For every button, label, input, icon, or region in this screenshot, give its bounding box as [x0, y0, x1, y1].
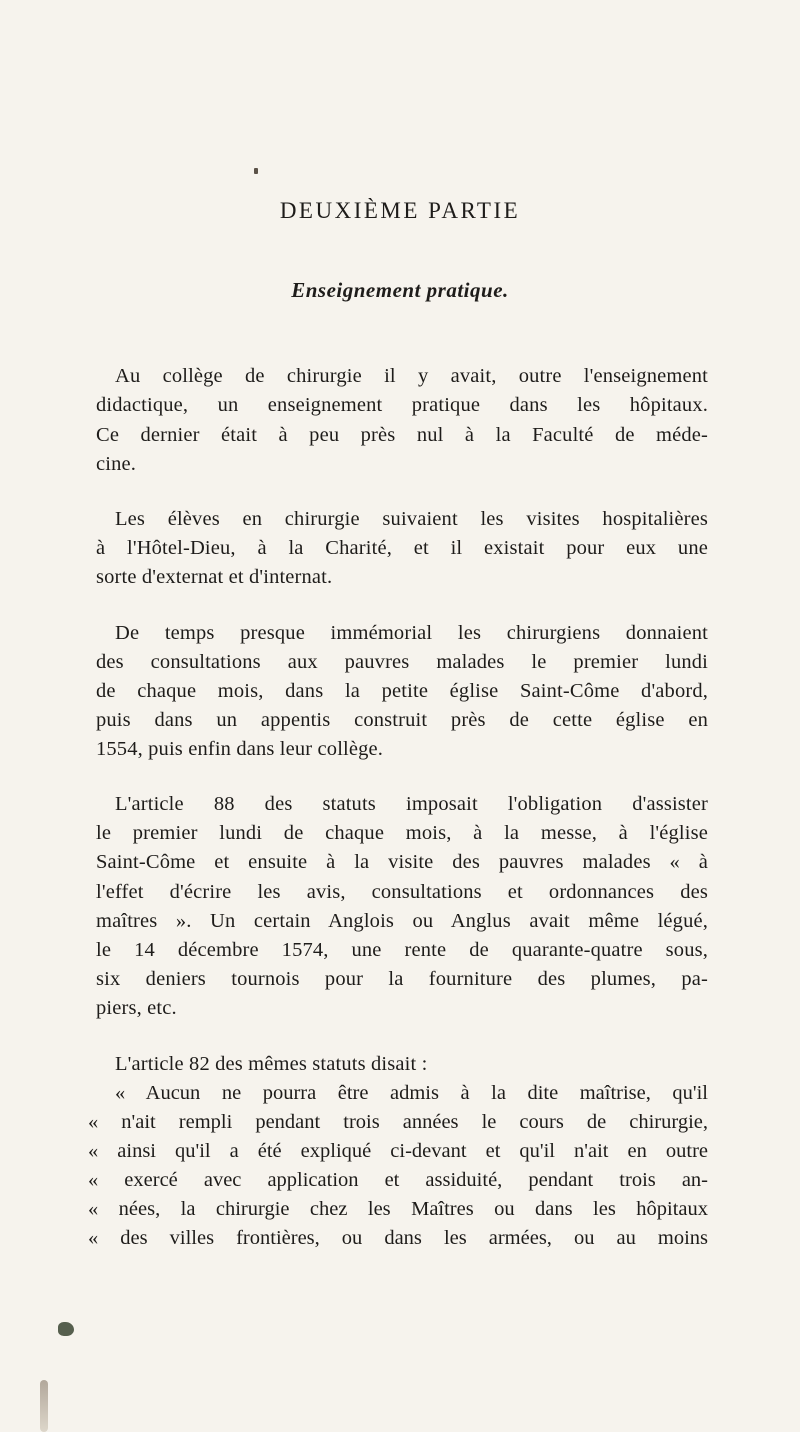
margin-stain — [40, 1380, 48, 1432]
text-line: De temps presque immémorial les chirurgiens donnaient — [115, 622, 708, 644]
text-line: 1554, puis enfin dans leur collège. — [96, 738, 384, 760]
text-line: didactique, un enseignement pratique dans les hôpitaux. — [96, 394, 708, 416]
quote-line: « nées, la chirurgie chez les Maîtres ou dans les hôpitaux — [88, 1198, 708, 1220]
text-line: l'effet d'écrire les avis, consultations et ordonnances des — [96, 881, 708, 903]
quote-line: « exercé avec application et assiduité, pendant trois an- — [88, 1169, 708, 1191]
section-heading: DEUXIÈME PARTIE — [279, 198, 521, 223]
text-line: cine. — [96, 453, 137, 475]
text-line: Les élèves en chirurgie suivaient les visites hospitalières — [115, 508, 708, 530]
text-line: puis dans un appentis construit près de cette église en — [96, 709, 708, 731]
text-line: sorte d'externat et d'internat. — [96, 566, 333, 588]
text-line: L'article 88 des statuts imposait l'obligation d'assister — [115, 793, 708, 815]
ink-mark — [254, 168, 258, 174]
quote-line: « des villes frontières, ou dans les armées, ou au moins — [88, 1227, 708, 1249]
text-line: L'article 82 des mêmes statuts disait : — [115, 1053, 428, 1075]
text-line: piers, etc. — [96, 997, 177, 1019]
text-line: de chaque mois, dans la petite église Saint-Côme d'abord, — [96, 680, 708, 702]
text-line: le premier lundi de chaque mois, à la messe, à l'église — [96, 822, 708, 844]
text-line: six deniers tournois pour la fourniture des plumes, pa- — [96, 968, 708, 990]
text-line: Au collège de chirurgie il y avait, outre l'enseignement — [115, 365, 708, 387]
quote-line: « ainsi qu'il a été expliqué ci-devant et qu'il n'ait en outre — [88, 1140, 708, 1162]
quote-line: « Aucun ne pourra être admis à la dite maîtrise, qu'il — [115, 1082, 708, 1104]
text-line: maîtres ». Un certain Anglois ou Anglus avait même légué, — [96, 910, 708, 932]
text-line: des consultations aux pauvres malades le premier lundi — [96, 651, 708, 673]
text-line: Saint-Côme et ensuite à la visite des pauvres malades « à — [96, 851, 708, 873]
quote-line: « n'ait rempli pendant trois années le cours de chirurgie, — [88, 1111, 708, 1133]
section-subtitle: Enseignement pratique. — [291, 278, 509, 302]
text-line: Ce dernier était à peu près nul à la Faculté de méde- — [96, 424, 708, 446]
text-line: à l'Hôtel-Dieu, à la Charité, et il existait pour eux une — [96, 537, 708, 559]
margin-stain — [58, 1322, 74, 1336]
text-line: le 14 décembre 1574, une rente de quarante-quatre sous, — [96, 939, 708, 961]
